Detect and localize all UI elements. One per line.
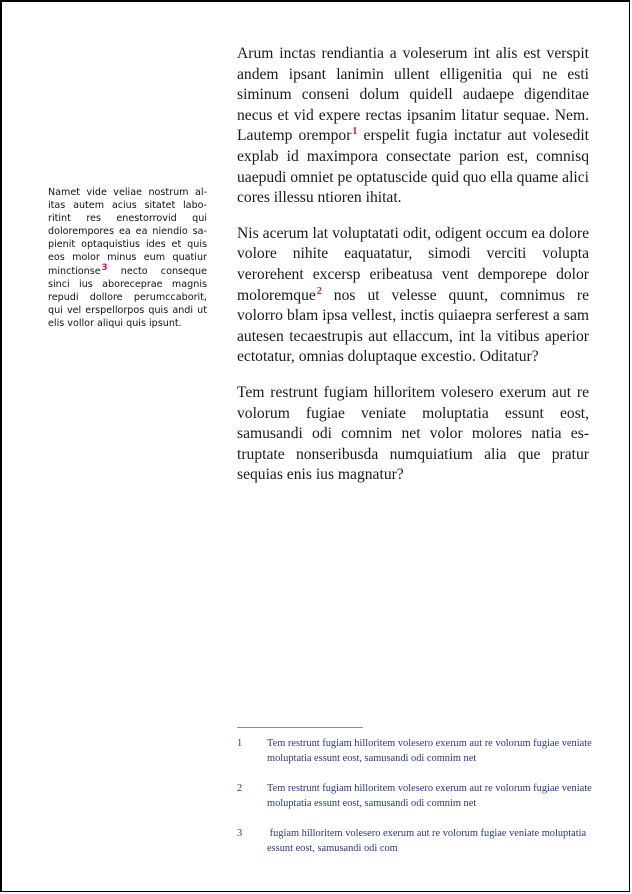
paragraph-1 <box>237 44 589 209</box>
paragraph-text: erspelit fugia inctatur aut volesedit explab id maximpora consectate parion est, comnisq uaepudi omniet pe optatuscide quid quo ella quame alici cores illessu ntioren ihitat. <box>237 127 589 207</box>
sidenote-text: necto conseque sinci ius aboreceprae magnis repudi dollore perumccaborit, qui vel erspellorpos quis andi ut elis vollor aliqui quis ipsunt. <box>48 265 207 329</box>
footnote-3 <box>237 826 597 856</box>
paragraph-text: nos ut velesse quunt, comnimus re volorro blam ipsa vellest, inctis quiaepra serferest a sam autesen tecaestrupis aut ellaccum, int la vitibus aperior ectotatur, omnias doluptaque excestio. Oditatur? <box>237 286 589 366</box>
paragraph-3: Tem restrunt fugiam hilloritem volesero exerum aut re volorum fugiae veniate moluptatia essunt eost, samusandi odi comnim net volor molores natia estruptate nonseribusda numquiatium alia que pratur sequias enis ius magnatur? <box>237 383 589 484</box>
footnotes <box>237 736 597 871</box>
sidenote-paragraph <box>48 186 207 330</box>
footnote-number: 1 <box>237 738 243 749</box>
footnote-divider <box>237 727 363 728</box>
main-text-column <box>237 44 589 501</box>
sidenote-text: Namet vide veliae nostrum alitas autem acius sitatet laboritint res enestorrovid qui dolorempores ea ea niendio sapienit optaquistius ides et quis eos molor minus eum quatiur minctionse <box>48 187 207 277</box>
footnote-text: Tem restrunt fugiam hilloritem volesero exerum aut re volorum fugiae veniate moluptatia essunt eost, samusandi odi comnim net <box>267 738 592 764</box>
sidenote <box>48 186 207 330</box>
footnote-ref-3[interactable]: 3 <box>101 262 108 273</box>
paragraph-text: Nis acerum lat voluptatati odit, odigent occum ea dolore volore nihite eaquatatur, simodi verciti volupta verorehent excersp eribeatusa vent demporepe dolor moloremque <box>237 224 589 304</box>
paragraph-2 <box>237 224 589 368</box>
footnote-ref-2[interactable]: 2 <box>316 285 322 297</box>
footnote-text: fugiam hilloritem volesero exerum aut re volorum fugiae veniate moluptatia essunt eost, samusandi odi com <box>267 828 589 854</box>
footnote-ref-1[interactable]: 1 <box>352 126 358 138</box>
footnote-1 <box>237 736 597 766</box>
footnote-text: Tem restrunt fugiam hilloritem volesero exerum aut re volorum fugiae veniate moluptatia essunt eost, samusandi odi comnim net <box>267 783 592 809</box>
paragraph-text: Arum inctas rendiantia a voleserum int alis est verspit andem ipsant lanimin ullent elligenitia qui ne esti siminum conseni dolum quidell audaepe digenditae necus et vid expere rectas ipsanim litatur sequae. Nem. Lautemp orempor <box>237 45 589 145</box>
footnote-number: 2 <box>237 783 243 794</box>
footnote-2 <box>237 781 597 811</box>
footnote-number: 3 <box>237 828 243 839</box>
